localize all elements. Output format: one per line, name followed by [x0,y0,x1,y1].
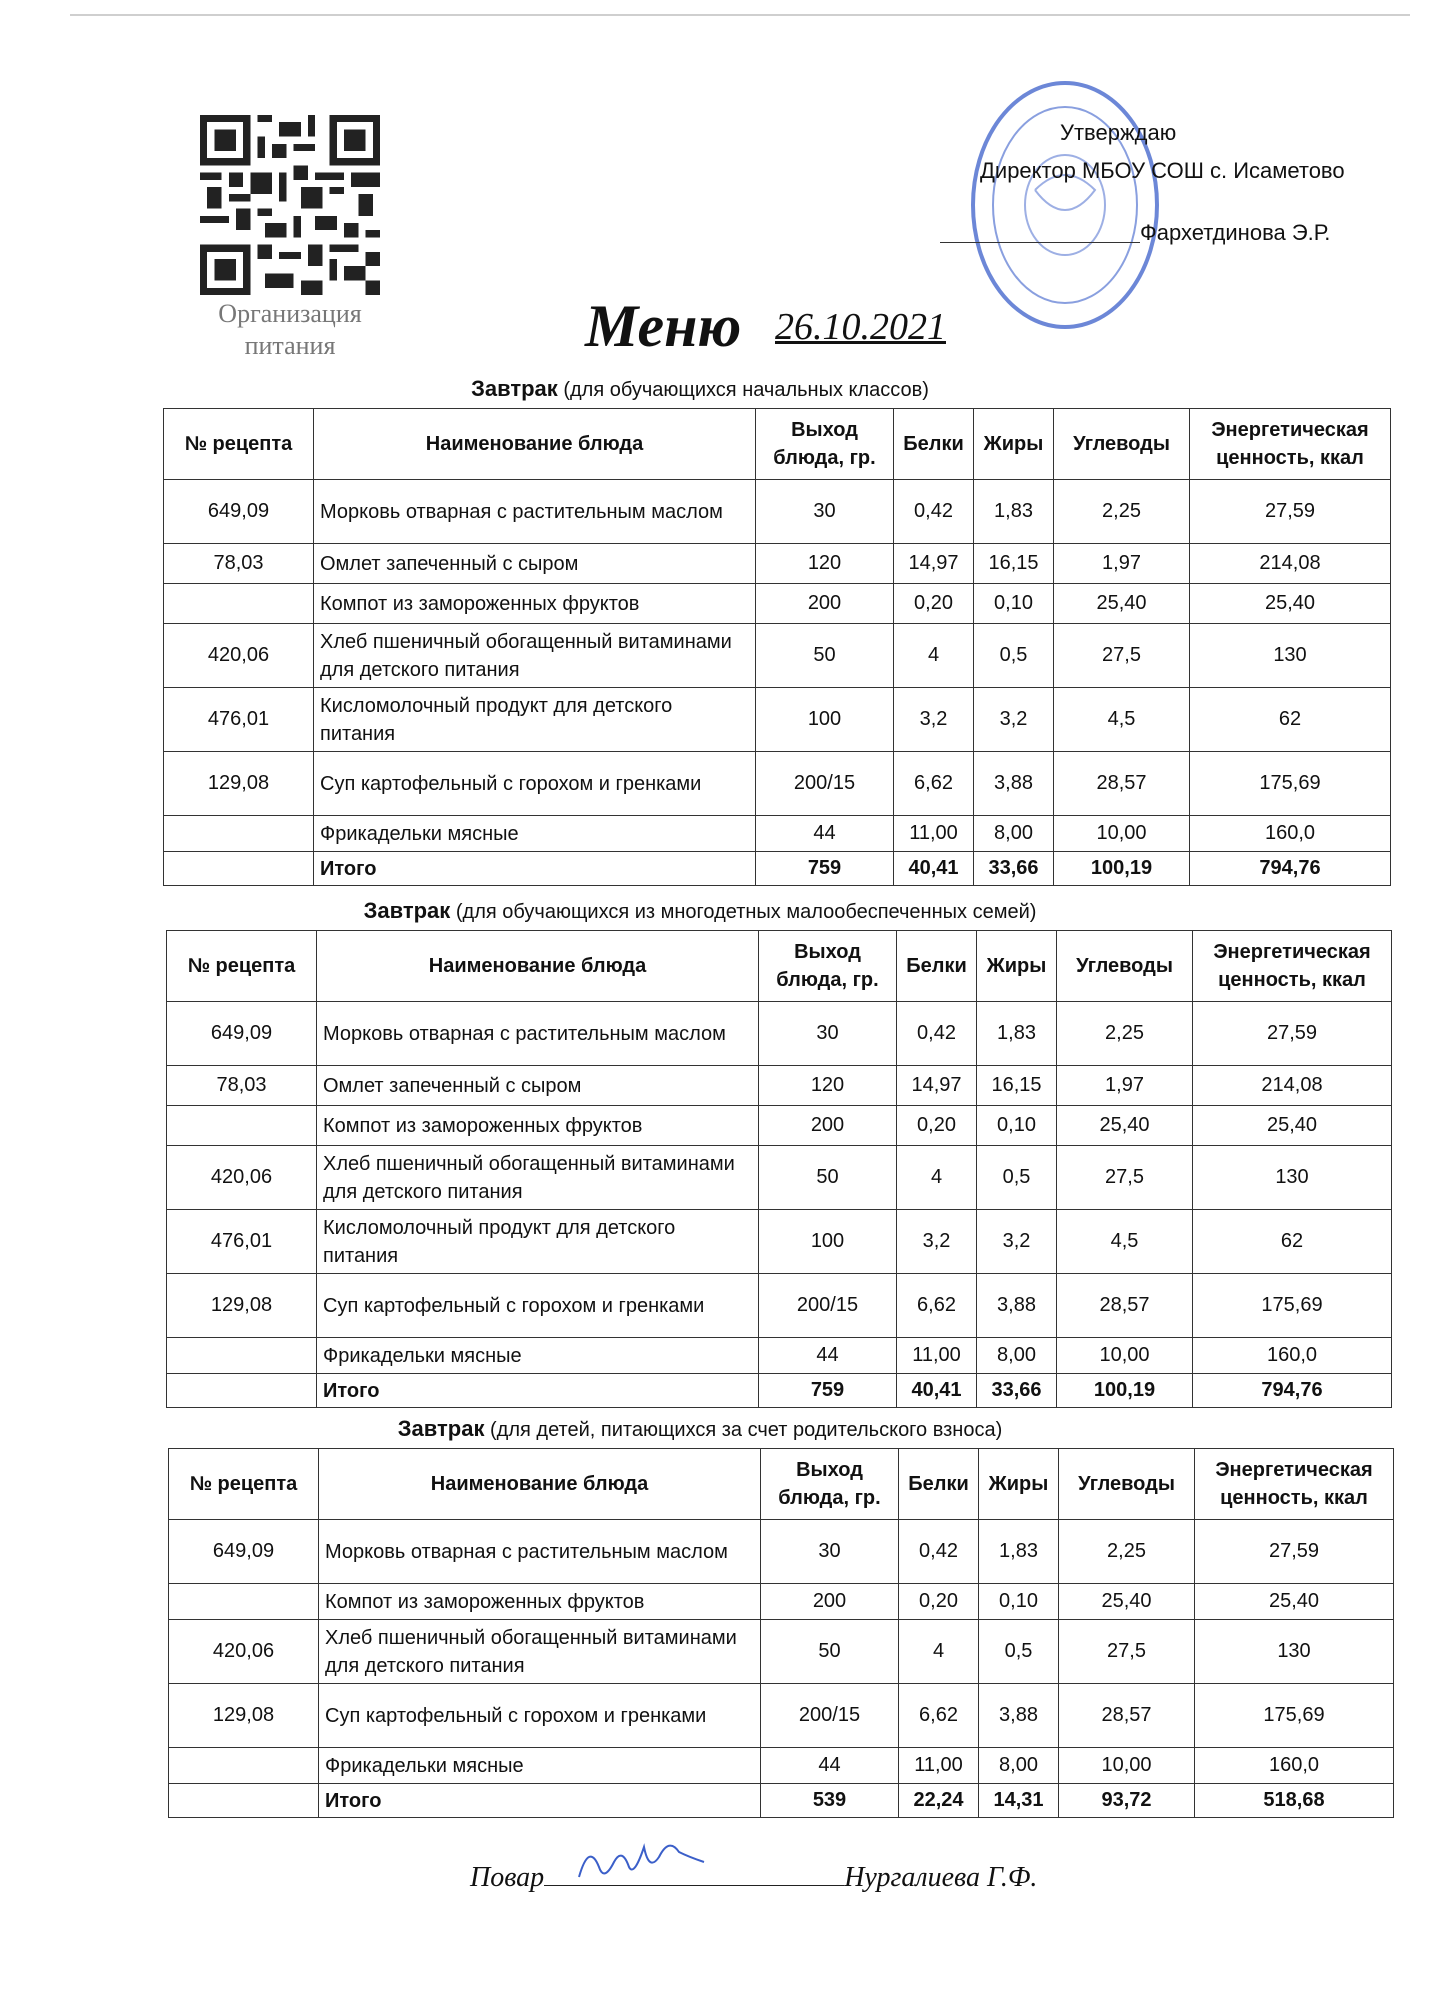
column-header: Жиры [974,409,1054,480]
value-cell: 130 [1193,1146,1392,1210]
value-cell: 3,2 [897,1210,977,1274]
value-cell: 0,20 [897,1106,977,1146]
value-cell: 4,5 [1057,1210,1193,1274]
value-cell: 27,59 [1195,1520,1394,1584]
value-cell: 1,83 [974,480,1054,544]
recipe-number-cell: 649,09 [164,480,314,544]
dish-name-cell: Фрикадельки мясные [314,816,756,852]
dish-name-cell: Хлеб пшеничный обогащенный витаминами для детского питания [314,624,756,688]
value-cell: 0,20 [894,584,974,624]
table-total-row [167,1374,1392,1408]
table-row [169,1520,1394,1584]
table-row [164,688,1391,752]
official-stamp-icon [965,70,1165,340]
value-cell: 50 [761,1620,899,1684]
dish-name-cell: Хлеб пшеничный обогащенный витаминами для детского питания [319,1620,761,1684]
table-row [169,1584,1394,1620]
dish-name-cell: Хлеб пшеничный обогащенный витаминами для детского питания [317,1146,759,1210]
value-cell: 27,5 [1059,1620,1195,1684]
dish-name-cell: Суп картофельный с горохом и гренками [319,1684,761,1748]
value-cell: 93,72 [1059,1784,1195,1818]
dish-name-cell: Суп картофельный с горохом и гренками [314,752,756,816]
value-cell: 8,00 [977,1338,1057,1374]
section-title-bold: Завтрак [397,1416,485,1441]
recipe-number-cell: 420,06 [167,1146,317,1210]
column-header: Углеводы [1054,409,1190,480]
value-cell: 44 [761,1748,899,1784]
table-row [167,1210,1392,1274]
recipe-number-cell [167,1106,317,1146]
column-header: Белки [894,409,974,480]
value-cell: 175,69 [1195,1684,1394,1748]
value-cell: 11,00 [894,816,974,852]
column-header: № рецепта [169,1449,319,1520]
section-title-1 [0,376,1400,402]
dish-name-cell: Морковь отварная с растительным маслом [314,480,756,544]
value-cell: 200 [756,584,894,624]
column-header: Выход блюда, гр. [761,1449,899,1520]
value-cell: 4,5 [1054,688,1190,752]
cook-signature-block [470,1862,1037,1894]
page-title: Меню [585,293,742,359]
approve-word: Утверждаю [1060,120,1177,145]
value-cell: 0,42 [894,480,974,544]
value-cell: 50 [759,1146,897,1210]
table-row [167,1002,1392,1066]
recipe-number-cell [164,584,314,624]
value-cell: 14,97 [897,1066,977,1106]
dish-name-cell: Итого [317,1374,759,1408]
value-cell: 759 [759,1374,897,1408]
value-cell: 3,88 [974,752,1054,816]
value-cell: 1,97 [1057,1066,1193,1106]
org-line1: Организация [218,299,362,328]
table-row [169,1620,1394,1684]
value-cell: 30 [759,1002,897,1066]
qr-code-icon [200,115,380,295]
section-title-sub: (для обучающихся начальных классов) [557,379,929,401]
menu-date: 26.10.2021 [775,306,946,348]
value-cell: 160,0 [1190,816,1391,852]
table-row [164,624,1391,688]
column-header: Выход блюда, гр. [756,409,894,480]
column-header: № рецепта [167,931,317,1002]
recipe-number-cell: 476,01 [167,1210,317,1274]
column-header: Жиры [977,931,1057,1002]
value-cell: 28,57 [1057,1274,1193,1338]
org-caption [180,298,400,362]
value-cell: 120 [759,1066,897,1106]
top-rule [70,14,1410,16]
cook-name: Нургалиева Г.Ф. [844,1862,1038,1893]
table-row [169,1684,1394,1748]
value-cell: 25,40 [1193,1106,1392,1146]
value-cell: 30 [761,1520,899,1584]
value-cell: 0,10 [977,1106,1057,1146]
value-cell: 16,15 [974,544,1054,584]
value-cell: 200/15 [761,1684,899,1748]
value-cell: 8,00 [974,816,1054,852]
table-row [169,1748,1394,1784]
value-cell: 25,40 [1054,584,1190,624]
value-cell: 3,88 [977,1274,1057,1338]
value-cell: 14,97 [894,544,974,584]
dish-name-cell: Компот из замороженных фруктов [314,584,756,624]
value-cell: 11,00 [899,1748,979,1784]
dish-name-cell: Компот из замороженных фруктов [317,1106,759,1146]
value-cell: 25,40 [1195,1584,1394,1620]
recipe-number-cell [169,1784,319,1818]
value-cell: 0,42 [899,1520,979,1584]
value-cell: 6,62 [894,752,974,816]
value-cell: 100 [756,688,894,752]
column-header: Энергетическая ценность, ккал [1195,1449,1394,1520]
section-title-bold: Завтрак [363,898,451,923]
value-cell: 4 [899,1620,979,1684]
column-header: Углеводы [1057,931,1193,1002]
value-cell: 3,2 [974,688,1054,752]
recipe-number-cell: 129,08 [164,752,314,816]
value-cell: 4 [897,1146,977,1210]
column-header: Выход блюда, гр. [759,931,897,1002]
table-row [167,1338,1392,1374]
approve-name: Фархетдинова Э.Р. [1140,220,1331,245]
value-cell: 0,20 [899,1584,979,1620]
value-cell: 794,76 [1193,1374,1392,1408]
value-cell: 175,69 [1193,1274,1392,1338]
value-cell: 40,41 [894,852,974,886]
value-cell: 794,76 [1190,852,1391,886]
section-title-sub: (для детей, питающихся за счет родительского взноса) [484,1419,1003,1441]
value-cell: 62 [1193,1210,1392,1274]
value-cell: 175,69 [1190,752,1391,816]
dish-name-cell: Кисломолочный продукт для детского питания [317,1210,759,1274]
value-cell: 0,10 [979,1584,1059,1620]
value-cell: 0,5 [977,1146,1057,1210]
recipe-number-cell [169,1748,319,1784]
value-cell: 1,83 [979,1520,1059,1584]
value-cell: 200 [759,1106,897,1146]
table-row [164,584,1391,624]
recipe-number-cell: 649,09 [167,1002,317,1066]
table-row [164,752,1391,816]
table-row [167,1066,1392,1106]
value-cell: 200/15 [756,752,894,816]
table-row [164,480,1391,544]
dish-name-cell: Кисломолочный продукт для детского питания [314,688,756,752]
value-cell: 3,2 [977,1210,1057,1274]
recipe-number-cell: 476,01 [164,688,314,752]
section-title-3 [0,1416,1400,1442]
approve-signature-line [940,242,1140,243]
table-header-row [164,409,1391,480]
value-cell: 200/15 [759,1274,897,1338]
menu-table-3 [168,1448,1394,1818]
recipe-number-cell [167,1338,317,1374]
value-cell: 28,57 [1054,752,1190,816]
value-cell: 44 [756,816,894,852]
value-cell: 44 [759,1338,897,1374]
section-title-bold: Завтрак [471,376,558,401]
value-cell: 27,59 [1193,1002,1392,1066]
value-cell: 0,5 [979,1620,1059,1684]
value-cell: 100,19 [1054,852,1190,886]
table-total-row [164,852,1391,886]
value-cell: 27,59 [1190,480,1391,544]
value-cell: 539 [761,1784,899,1818]
table-row [167,1146,1392,1210]
value-cell: 6,62 [899,1684,979,1748]
value-cell: 25,40 [1057,1106,1193,1146]
column-header: Энергетическая ценность, ккал [1193,931,1392,1002]
recipe-number-cell [164,816,314,852]
recipe-number-cell [167,1374,317,1408]
menu-table-2 [166,930,1392,1408]
dish-name-cell: Фрикадельки мясные [319,1748,761,1784]
recipe-number-cell [169,1584,319,1620]
value-cell: 28,57 [1059,1684,1195,1748]
value-cell: 2,25 [1057,1002,1193,1066]
value-cell: 4 [894,624,974,688]
value-cell: 130 [1190,624,1391,688]
dish-name-cell: Морковь отварная с растительным маслом [317,1002,759,1066]
value-cell: 8,00 [979,1748,1059,1784]
dish-name-cell: Фрикадельки мясные [317,1338,759,1374]
value-cell: 214,08 [1193,1066,1392,1106]
dish-name-cell: Омлет запеченный с сыром [314,544,756,584]
value-cell: 160,0 [1193,1338,1392,1374]
dish-name-cell: Итого [319,1784,761,1818]
value-cell: 30 [756,480,894,544]
handwritten-signature-icon [574,1837,714,1887]
table-header-row [169,1449,1394,1520]
value-cell: 33,66 [977,1374,1057,1408]
recipe-number-cell: 78,03 [164,544,314,584]
value-cell: 0,10 [974,584,1054,624]
dish-name-cell: Морковь отварная с растительным маслом [319,1520,761,1584]
column-header: Наименование блюда [319,1449,761,1520]
value-cell: 62 [1190,688,1391,752]
value-cell: 6,62 [897,1274,977,1338]
value-cell: 25,40 [1190,584,1391,624]
value-cell: 0,42 [897,1002,977,1066]
value-cell: 10,00 [1054,816,1190,852]
table-header-row [167,931,1392,1002]
column-header: Углеводы [1059,1449,1195,1520]
dish-name-cell: Омлет запеченный с сыром [317,1066,759,1106]
value-cell: 10,00 [1059,1748,1195,1784]
dish-name-cell: Компот из замороженных фруктов [319,1584,761,1620]
value-cell: 10,00 [1057,1338,1193,1374]
recipe-number-cell: 129,08 [167,1274,317,1338]
value-cell: 3,2 [894,688,974,752]
value-cell: 25,40 [1059,1584,1195,1620]
value-cell: 759 [756,852,894,886]
value-cell: 2,25 [1059,1520,1195,1584]
value-cell: 27,5 [1057,1146,1193,1210]
table-total-row [169,1784,1394,1818]
value-cell: 0,5 [974,624,1054,688]
recipe-number-cell [164,852,314,886]
recipe-number-cell: 129,08 [169,1684,319,1748]
column-header: Жиры [979,1449,1059,1520]
value-cell: 2,25 [1054,480,1190,544]
section-title-2 [0,898,1400,924]
value-cell: 22,24 [899,1784,979,1818]
column-header: № рецепта [164,409,314,480]
value-cell: 1,83 [977,1002,1057,1066]
table-row [164,544,1391,584]
value-cell: 16,15 [977,1066,1057,1106]
value-cell: 1,97 [1054,544,1190,584]
value-cell: 214,08 [1190,544,1391,584]
value-cell: 11,00 [897,1338,977,1374]
value-cell: 120 [756,544,894,584]
column-header: Наименование блюда [317,931,759,1002]
value-cell: 50 [756,624,894,688]
value-cell: 3,88 [979,1684,1059,1748]
value-cell: 130 [1195,1620,1394,1684]
cook-label: Повар [470,1862,545,1893]
recipe-number-cell: 420,06 [164,624,314,688]
table-row [167,1106,1392,1146]
value-cell: 100 [759,1210,897,1274]
dish-name-cell: Суп картофельный с горохом и гренками [317,1274,759,1338]
value-cell: 160,0 [1195,1748,1394,1784]
value-cell: 518,68 [1195,1784,1394,1818]
table-row [167,1274,1392,1338]
value-cell: 100,19 [1057,1374,1193,1408]
column-header: Белки [897,931,977,1002]
approve-position: Директор МБОУ СОШ с. Исаметово [980,158,1345,183]
dish-name-cell: Итого [314,852,756,886]
column-header: Энергетическая ценность, ккал [1190,409,1391,480]
value-cell: 27,5 [1054,624,1190,688]
value-cell: 40,41 [897,1374,977,1408]
cook-signature-line [544,1863,844,1886]
org-line2: питания [244,331,336,360]
menu-table-1 [163,408,1391,886]
value-cell: 200 [761,1584,899,1620]
recipe-number-cell: 649,09 [169,1520,319,1584]
column-header: Наименование блюда [314,409,756,480]
recipe-number-cell: 420,06 [169,1620,319,1684]
recipe-number-cell: 78,03 [167,1066,317,1106]
value-cell: 14,31 [979,1784,1059,1818]
value-cell: 33,66 [974,852,1054,886]
column-header: Белки [899,1449,979,1520]
table-row [164,816,1391,852]
section-title-sub: (для обучающихся из многодетных малообеспеченных семей) [450,901,1037,923]
